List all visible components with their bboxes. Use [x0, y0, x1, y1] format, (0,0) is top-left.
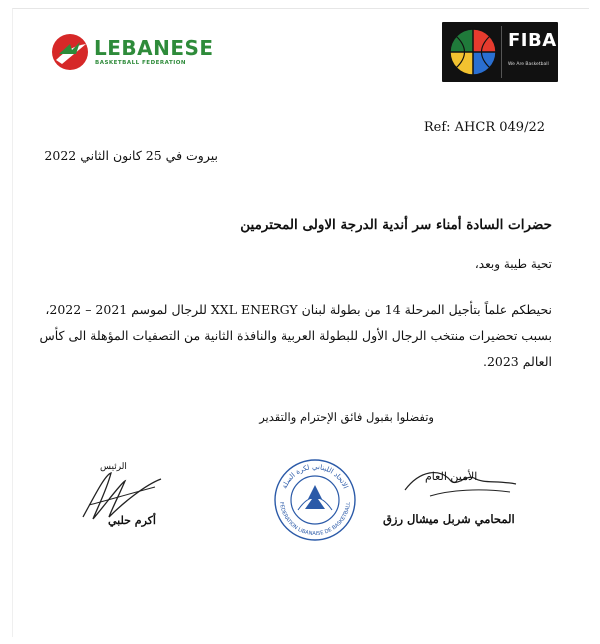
lebanese-federation-subtitle: BASKETBALL FEDERATION [95, 60, 187, 66]
stamp-arabic-text: الاتحاد اللبناني لكرة السلة [280, 462, 350, 490]
lebanese-federation-name: LEBANESE [94, 36, 214, 60]
fiba-ball-icon [446, 24, 500, 80]
secretary-general-signature [400, 460, 520, 510]
fiba-divider [501, 26, 502, 78]
letter-addressee: حضرات السادة أمناء سر أندية الدرجة الاولى المحترمين [240, 217, 552, 233]
president-title: الرئيس [100, 462, 127, 472]
letter-closing: وتفضلوا بقبول فائق الإحترام والتقدير [259, 410, 434, 424]
letter-greeting: تحية طيبة وبعد، [474, 257, 552, 271]
reference-number: Ref: AHCR 049/22 [423, 120, 545, 135]
letter-body: نحيطكم علماً بتأجيل المرحلة 14 من بطولة لبنان XXL ENERGY للرجال لموسم 2021 – 2022، بسبب تحضيرات منتخب الرجال الأول للبطولة العربية والنافذة الثانية من التصفيات المؤهلة الى كأس العالم 2023. [39, 302, 552, 369]
president-name: أكرم حلبي [108, 514, 156, 527]
federation-stamp [270, 455, 360, 545]
stamp-latin-text: FEDERATION LIBANAISE DE BASKETBALL [278, 501, 352, 538]
fiba-tagline: We Are Basketball [508, 62, 549, 67]
secretary-general-title: الأمين العام [425, 470, 478, 483]
letter-date: بيروت في 25 كانون الثاني 2022 [44, 148, 218, 163]
fiba-name: FIBA [508, 30, 557, 51]
secretary-general-name: المحامي شربل ميشال رزق [383, 512, 515, 526]
